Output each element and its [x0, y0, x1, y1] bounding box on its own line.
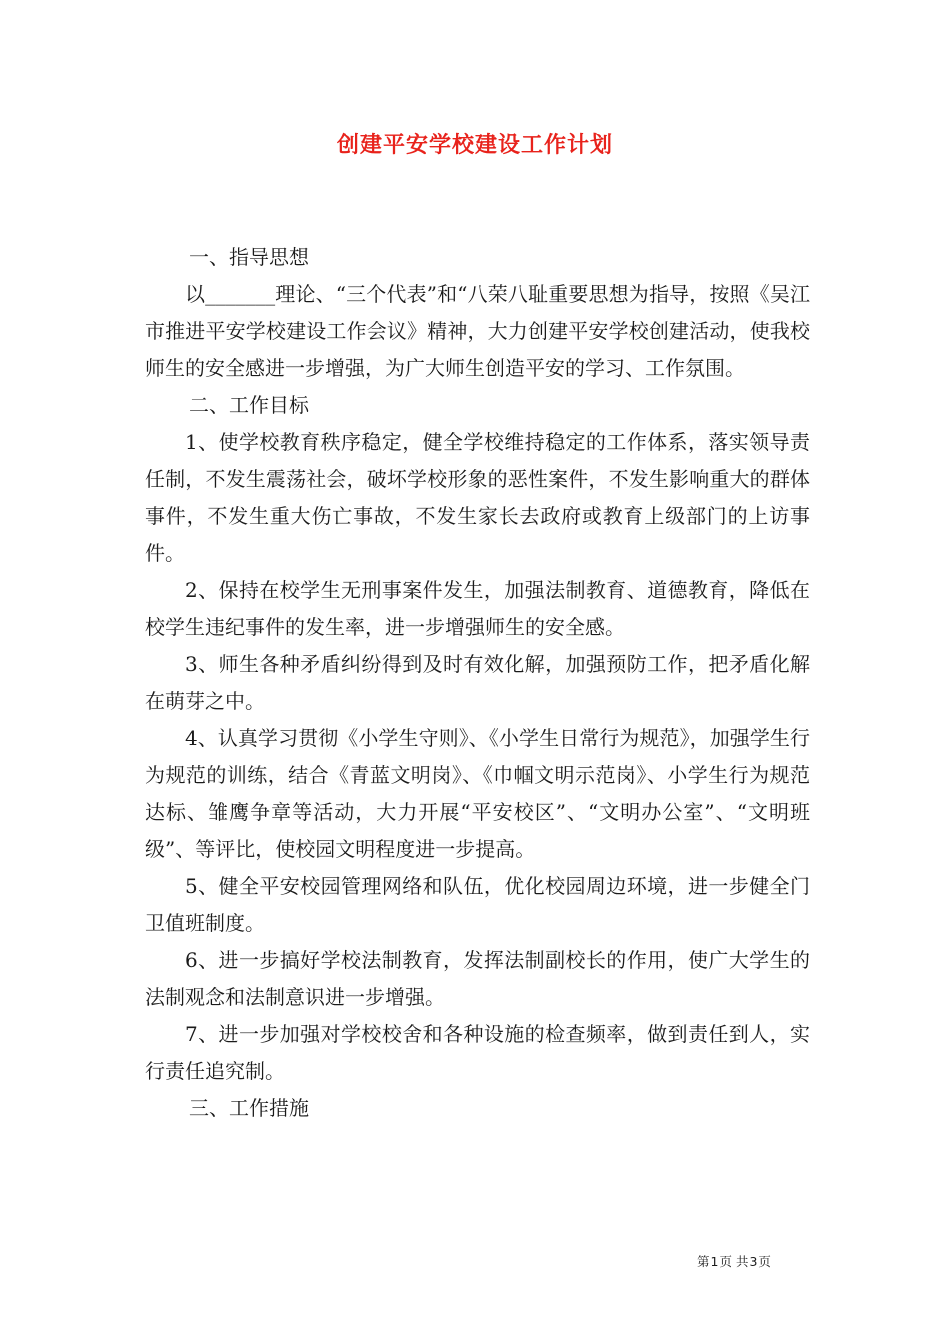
paragraph: 2、保持在校学生无刑事案件发生，加强法制教育、道德教育，降低在校学生违纪事件的发生率，进一步增强师生的安全感。: [145, 578, 810, 639]
document-title: 创建平安学校建设工作计划: [336, 132, 613, 158]
page-number-footer: [697, 1252, 771, 1270]
footer-prefix: 第: [697, 1254, 710, 1269]
paragraph: 3、师生各种矛盾纠纷得到及时有效化解，加强预防工作，把矛盾化解在萌芽之中。: [145, 652, 810, 713]
paragraph: 5、健全平安校园管理网络和队伍，优化校园周边环境，进一步健全门卫值班制度。: [145, 874, 810, 935]
document-body: [145, 239, 810, 1127]
paragraph: 4、认真学习贯彻《小学生守则》、《小学生日常行为规范》，加强学生行为规范的训练，结合《青蓝文明岗》、《巾帼文明示范岗》、小学生行为规范达标、雏鹰争章等活动，大力开展“平安校区”、“文明办公室”、“文明班级”、等评比，使校园文明程度进一步提高。: [145, 726, 810, 861]
footer-suffix: 页: [758, 1254, 771, 1269]
footer-total-pages: 3: [749, 1254, 758, 1269]
section-heading-work-measures: 三、工作措施: [189, 1096, 309, 1120]
footer-current-page: 1: [710, 1254, 719, 1269]
section-heading-guiding-thought: 一、指导思想: [189, 245, 309, 269]
section-heading-work-goals: 二、工作目标: [189, 393, 309, 417]
paragraph: 6、进一步搞好学校法制教育，发挥法制副校长的作用，使广大学生的法制观念和法制意识进一步增强。: [145, 948, 810, 1009]
paragraph: 7、进一步加强对学校校舍和各种设施的检查频率，做到责任到人，实行责任追究制。: [145, 1022, 810, 1083]
paragraph: 以_______理论、“三个代表”和“八荣八耻重要思想为指导，按照《吴江市推进平安学校建设工作会议》精神，大力创建平安学校创建活动，使我校师生的安全感进一步增强，为广大师生创造平安的学习、工作氛围。: [145, 282, 810, 380]
paragraph: 1、使学校教育秩序稳定，健全学校维持稳定的工作体系，落实领导责任制，不发生震荡社会，破坏学校形象的恶性案件，不发生影响重大的群体事件，不发生重大伤亡事故，不发生家长去政府或教育上级部门的上访事件。: [145, 430, 810, 565]
footer-middle: 页 共: [719, 1254, 749, 1269]
